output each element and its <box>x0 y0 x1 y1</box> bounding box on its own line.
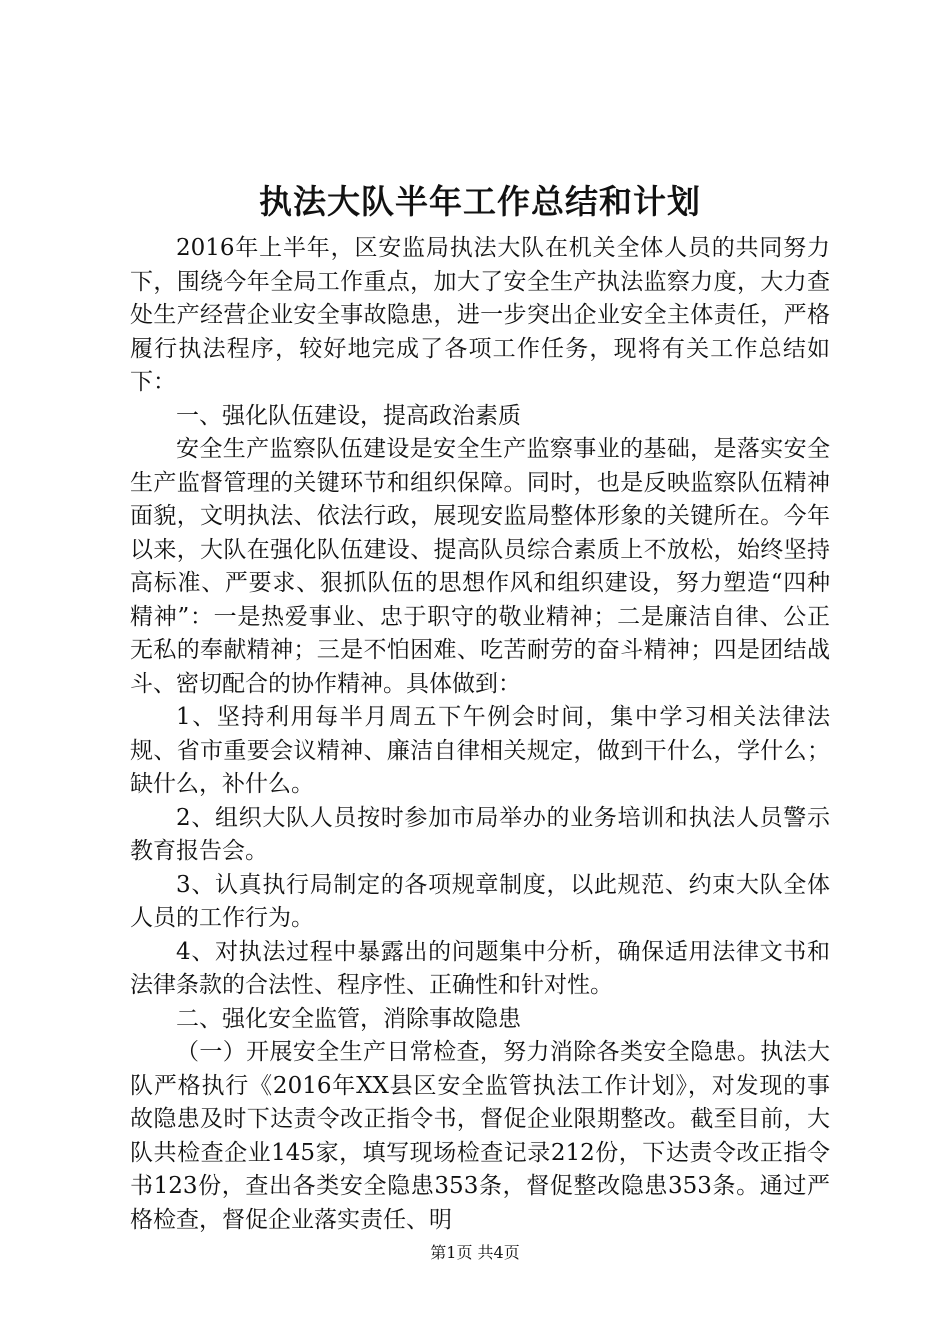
section-heading-1: 一、强化队伍建设，提高政治素质 <box>176 402 521 429</box>
list-item-1: 1、坚持利用每半月周五下午例会时间，集中学习相关法律法规、省市重要会议精神、廉洁自律相关规定，做到干什么，学什么；缺什么，补什么。 <box>130 704 830 797</box>
document-body <box>130 232 830 1237</box>
list-item-4: 4、对执法过程中暴露出的问题集中分析，确保适用法律文书和法律条款的合法性、程序性、正确性和针对性。 <box>130 938 830 998</box>
section-2-paragraph: （一）开展安全生产日常检查，努力消除各类安全隐患。执法大队严格执行《2016年XX县区安全监管执法工作计划》，对发现的事故隐患及时下达责令改正指令书，督促企业限期整改。截至目前，大队共检查企业145家，填写现场检查记录212份，下达责令改正指令书123份，查出各类安全隐患353条，督促整改隐患353条。通过严格检查，督促企业落实责任、明 <box>130 1039 830 1233</box>
intro-paragraph: 2016年上半年，区安监局执法大队在机关全体人员的共同努力下，围绕今年全局工作重点，加大了安全生产执法监察力度，大力查处生产经营企业安全事故隐患，进一步突出企业安全主体责任，严格履行执法程序，较好地完成了各项工作任务，现将有关工作总结如下： <box>130 235 830 395</box>
list-item-2: 2、组织大队人员按时参加市局举办的业务培训和执法人员警示教育报告会。 <box>130 804 830 864</box>
section-1-paragraph: 安全生产监察队伍建设是安全生产监察事业的基础，是落实安全生产监督管理的关键环节和组织保障。同时，也是反映监察队伍精神面貌，文明执法、依法行政，展现安监局整体形象的关键所在。今年以来，大队在强化队伍建设、提高队员综合素质上不放松，始终坚持高标准、严要求、狠抓队伍的思想作风和组织建设，努力塑造“四种精神”：一是热爱事业、忠于职守的敬业精神；二是廉洁自律、公正无私的奉献精神；三是不怕困难、吃苦耐劳的奋斗精神；四是团结战斗、密切配合的协作精神。具体做到： <box>130 436 830 697</box>
document-title: 执法大队半年工作总结和计划 <box>259 182 701 221</box>
document-page <box>130 180 830 1237</box>
list-item-3: 3、认真执行局制定的各项规章制度，以此规范、约束大队全体人员的工作行为。 <box>130 871 830 931</box>
section-heading-2: 二、强化安全监管，消除事故隐患 <box>176 1005 521 1032</box>
page-footer: 第1页 共4页 <box>430 1243 520 1262</box>
